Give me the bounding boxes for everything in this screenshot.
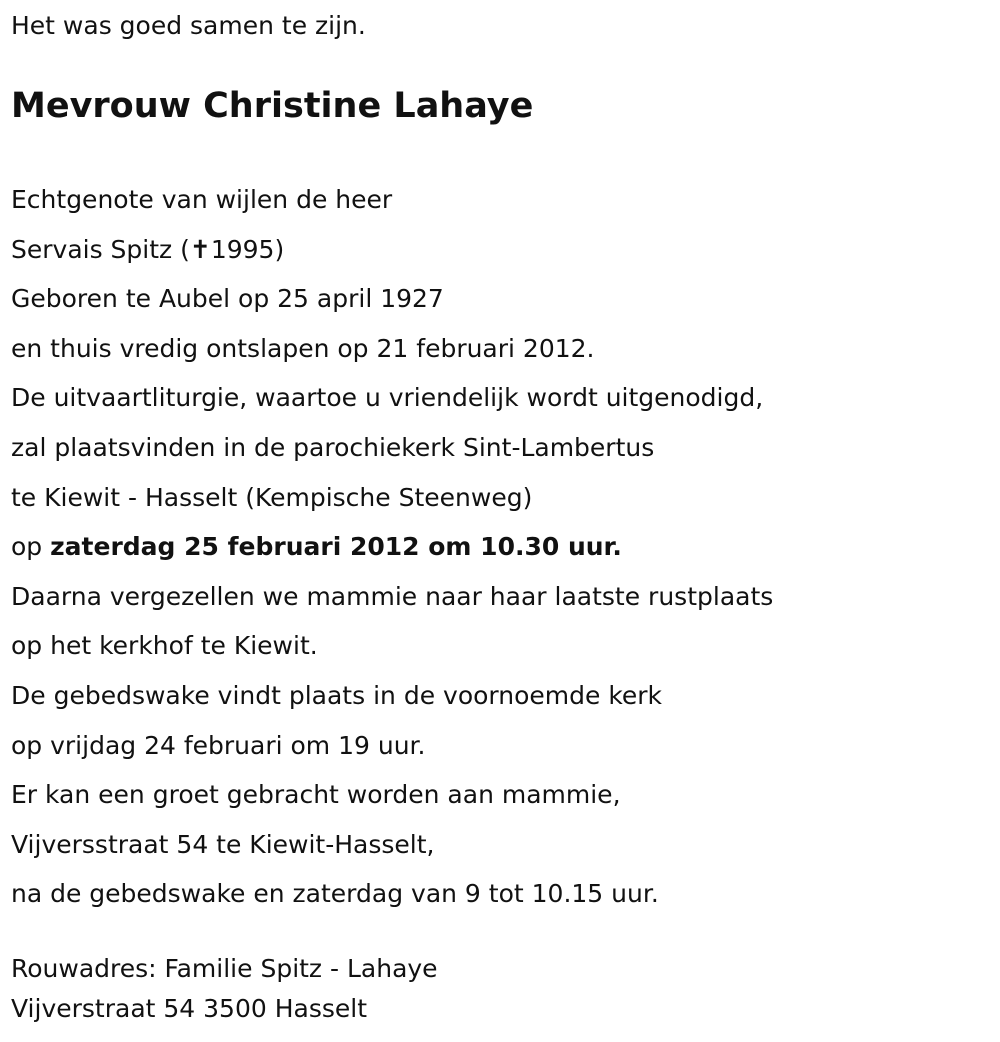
death-line: en thuis vredig ontslapen op 21 februari 2012. — [11, 333, 595, 363]
notice-body — [11, 175, 773, 919]
greeting-line: Er kan een groet gebracht worden aan mammie, — [11, 780, 621, 810]
spouse-name-line: Servais Spitz (✝1995) — [11, 234, 285, 264]
spouse-line: Echtgenote van wijlen de heer — [11, 185, 393, 214]
funeral-date-line — [11, 522, 773, 572]
church-line: zal plaatsvinden in de parochiekerk Sint-Lambertus — [11, 432, 655, 462]
greeting-address-line: Vijversstraat 54 te Kiewit-Hasselt, — [11, 829, 435, 859]
burial-line: Daarna vergezellen we mammie naar haar laatste rustplaats — [11, 581, 774, 611]
vigil-date-line: op vrijdag 24 februari om 19 uur. — [11, 730, 426, 760]
funeral-invite-line: De uitvaartliturgie, waartoe u vriendelijk wordt uitgenodigd, — [11, 383, 764, 413]
church-location-line: te Kiewit - Hasselt (Kempische Steenweg) — [11, 482, 533, 512]
mourning-address — [11, 949, 438, 1028]
greeting-time-line: na de gebedswake en zaterdag van 9 tot 10.15 uur. — [11, 879, 659, 909]
funeral-date-prefix: op — [11, 532, 51, 562]
funeral-date-time: zaterdag 25 februari 2012 om 10.30 uur. — [50, 532, 622, 562]
vigil-line: De gebedswake vindt plaats in de voornoemde kerk — [11, 680, 663, 710]
deceased-name: Mevrouw Christine Lahaye — [11, 86, 534, 126]
mourning-address-family: Rouwadres: Familie Spitz - Lahaye — [11, 954, 438, 983]
intro-text: Het was goed samen te zijn. — [11, 11, 366, 40]
mourning-address-street: Vijverstraat 54 3500 Hasselt — [11, 993, 368, 1023]
birth-line: Geboren te Aubel op 25 april 1927 — [11, 284, 444, 314]
cemetery-line: op het kerkhof te Kiewit. — [11, 631, 318, 661]
